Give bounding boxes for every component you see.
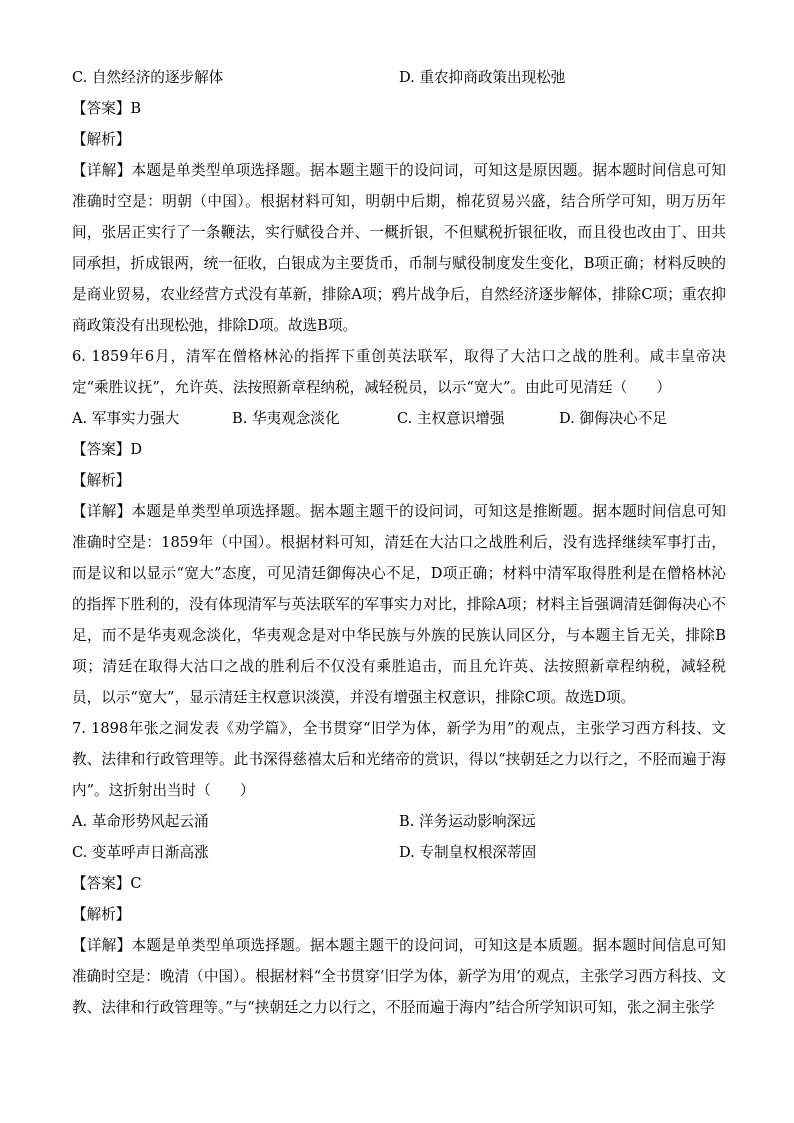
- q5-options-row: [72, 62, 726, 93]
- q7-options-row-2: [72, 837, 726, 868]
- q7-option-c: C. 变革呼声日渐高涨: [72, 844, 209, 861]
- q6-stem: 6. 1859年6月，清军在僧格林沁的指挥下重创英法联军，取得了大沽口之战的胜利。咸丰皇帝决定“乘胜议抚”，允许英、法按照新章程纳税，减轻税员，以示“宽大”。由此可见清廷（ ）: [72, 348, 726, 396]
- q6-option-b: B. 华夷观念淡化: [232, 410, 340, 427]
- q6-detail: 【详解】本题是单类型单项选择题。据本题主题干的设问词，可知这是推断题。据本题时间信息可知准确时空是：1859年（中国）。根据材料可知，清廷在大沽口之战胜利后，没有选择继续军事打击，而是议和以显示“宽大”态度，可见清廷御侮决心不足，D项正确；材料中清军取得胜利是在僧格林沁的指挥下胜利的，没有体现清军与英法联军的军事实力对比，排除A项；材料主旨强调清廷御侮决心不足，而不是华夷观念淡化，华夷观念是对中华民族与外族的民族认同区分，与本题主旨无关，排除B项；清廷在取得大沽口之战的胜利后不仅没有乘胜追击，而且允许英、法按照新章程纳税，减轻税员，以示“宽大”，显示清廷主权意识淡漠，并没有增强主权意识，排除C项。故选D项。: [72, 503, 726, 706]
- q7-options-row-1: [72, 806, 726, 837]
- q7-detail: 【详解】本题是单类型单项选择题。据本题主题干的设问词，可知这是本质题。据本题时间信息可知准确时空是：晚清（中国）。根据材料“全书贯穿‘旧学为体，新学为用’的观点，主张学习西方科技、文教、法律和行政管理等。”与“挟朝廷之力以行之，不胫而遍于海内”结合所学知识可知，张之洞主张学: [72, 937, 726, 1016]
- answer-label: 【答案】: [72, 100, 131, 117]
- q6-option-c: C. 主权意识增强: [397, 410, 505, 427]
- q6-answer: [72, 434, 726, 465]
- q5-analysis-label: 【解析】: [72, 131, 131, 148]
- q7-answer: [72, 868, 726, 899]
- answer-value: C: [130, 875, 142, 892]
- q6-options-row: [72, 403, 726, 434]
- q7-option-b: B. 洋务运动影响深远: [399, 813, 536, 830]
- answer-label: 【答案】: [72, 875, 131, 892]
- q7-option-a: A. 革命形势风起云涌: [72, 813, 209, 830]
- q5-detail: 【详解】本题是单类型单项选择题。据本题主题干的设问词，可知这是原因题。据本题时间信息可知准确时空是：明朝（中国）。根据材料可知，明朝中后期，棉花贸易兴盛，结合所学可知，明万历年间，张居正实行了一条鞭法，实行赋役合并、一概折银，不但赋税折银征收，而且役也改由丁、田共同承担，折成银两，统一征收，白银成为主要货币，币制与赋役制度发生变化，B项正确；材料反映的是商业贸易，农业经营方式没有革新，排除A项；鸦片战争后，自然经济逐步解体，排除C项；重农抑商政策没有出现松弛，排除D项。故选B项。: [72, 162, 726, 334]
- answer-label: 【答案】: [72, 441, 131, 458]
- answer-value: B: [130, 100, 142, 117]
- q7-analysis-label: 【解析】: [72, 906, 131, 923]
- q5-answer: [72, 93, 726, 124]
- q6-option-a: A. 军事实力强大: [72, 410, 180, 427]
- q5-option-d: D. 重农抑商政策出现松弛: [399, 69, 566, 86]
- q6-analysis-label: 【解析】: [72, 472, 131, 489]
- answer-value: D: [130, 441, 143, 458]
- document-page: [72, 62, 726, 1023]
- q7-option-d: D. 专制皇权根深蒂固: [399, 844, 537, 861]
- q6-option-d: D. 御侮决心不足: [559, 410, 668, 427]
- q7-stem: 7. 1898年张之洞发表《劝学篇》，全书贯穿“旧学为体，新学为用”的观点，主张学习西方科技、文教、法律和行政管理等。此书深得慈禧太后和光绪帝的赏识，得以“挟朝廷之力以行之，不胫而遍于海内”。这折射出当时（ ）: [72, 720, 726, 799]
- q5-option-c: C. 自然经济的逐步解体: [72, 69, 224, 86]
